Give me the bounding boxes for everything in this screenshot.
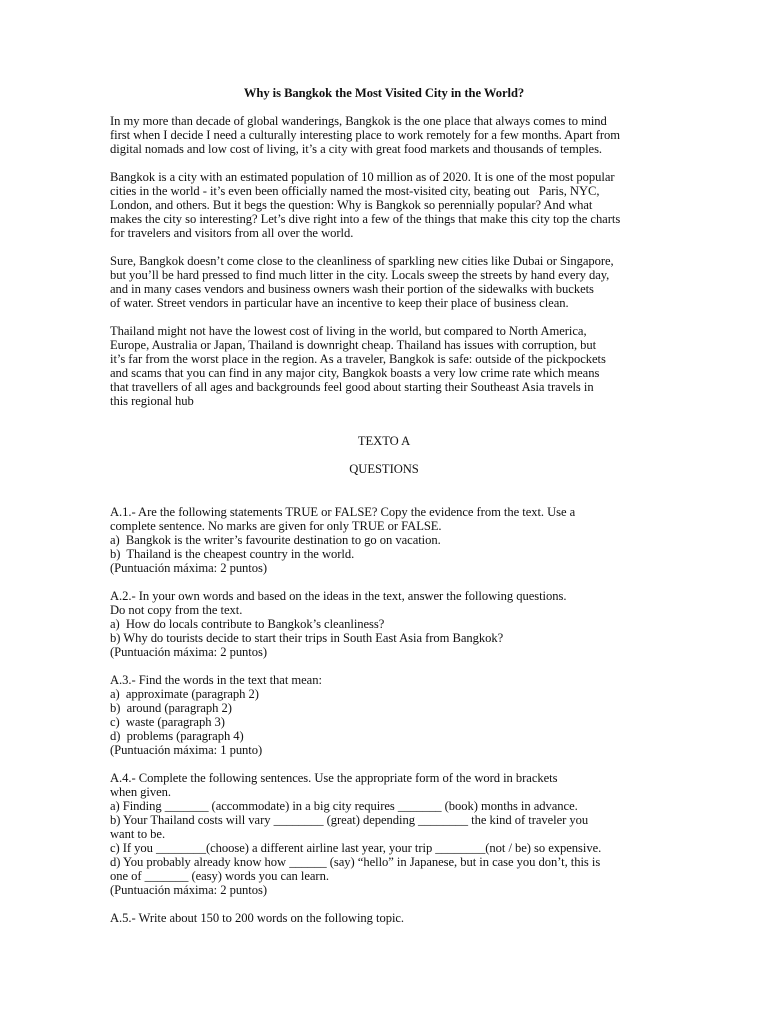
paragraph-line: it’s far from the worst place in the region. As a traveler, Bangkok is safe: outside of the pickpockets — [110, 352, 606, 366]
question-line: d) problems (paragraph 4) — [110, 729, 244, 743]
question-line: A.5.- Write about 150 to 200 words on the following topic. — [110, 911, 405, 925]
texto-heading: TEXTO A — [357, 434, 411, 448]
paragraph-line: London, and others. But it begs the question: Why is Bangkok so perennially popular? And what — [110, 198, 593, 212]
paragraph-line: of water. Street vendors in particular have an incentive to keep their place of business clean. — [110, 296, 569, 310]
paragraph-line: makes the city so interesting? Let’s dive right into a few of the things that make this city top the charts — [110, 212, 621, 226]
question-line: complete sentence. No marks are given for only TRUE or FALSE. — [110, 519, 442, 533]
paragraph-line: In my more than decade of global wanderings, Bangkok is the one place that always comes to mind — [110, 114, 607, 128]
question-line: (Puntuación máxima: 2 puntos) — [110, 645, 267, 659]
question-line: b) around (paragraph 2) — [110, 701, 232, 715]
question-line: b) Your Thailand costs will vary ________ (great) depending ________ the kind of traveler you — [110, 813, 589, 827]
paragraph-line: but you’ll be hard pressed to find much litter in the city. Locals sweep the streets by hand every day, — [110, 268, 610, 282]
paragraph-line: for travelers and visitors from all over the world. — [110, 226, 354, 240]
question-line: A.1.- Are the following statements TRUE or FALSE? Copy the evidence from the text. Use a — [110, 505, 576, 519]
document-title: Why is Bangkok the Most Visited City in the World? — [243, 86, 525, 100]
question-line: one of _______ (easy) words you can learn. — [110, 869, 329, 883]
question-line: when given. — [110, 785, 172, 799]
question-line: a) Finding _______ (accommodate) in a big city requires _______ (book) months in advance. — [110, 799, 578, 813]
question-line: b) Thailand is the cheapest country in the world. — [110, 547, 355, 561]
paragraph-line: digital nomads and low cost of living, it’s a city with great food markets and thousands of temples. — [110, 142, 603, 156]
question-line: want to be. — [110, 827, 166, 841]
question-line: A.3.- Find the words in the text that mean: — [110, 673, 322, 687]
paragraph-line: and scams that you can find in any major city, Bangkok boasts a very low crime rate which means — [110, 366, 600, 380]
paragraph-line: Bangkok is a city with an estimated population of 10 million as of 2020. It is one of the most popular — [110, 170, 615, 184]
question-line: b) Why do tourists decide to start their trips in South East Asia from Bangkok? — [110, 631, 504, 645]
question-line: Do not copy from the text. — [110, 603, 243, 617]
paragraph-line: first when I decide I need a culturally interesting place to work remotely for a few months. Apart from — [110, 128, 620, 142]
question-line: A.2.- In your own words and based on the ideas in the text, answer the following questions. — [110, 589, 567, 603]
paragraph-line: Thailand might not have the lowest cost of living in the world, but compared to North America, — [110, 324, 587, 338]
question-line: c) If you ________(choose) a different airline last year, your trip ________(not / be) so expensive. — [110, 841, 602, 855]
question-line: (Puntuación máxima: 2 puntos) — [110, 883, 267, 897]
question-line: d) You probably already know how ______ (say) “hello” in Japanese, but in case you don’t, this is — [110, 855, 601, 869]
question-line: a) Bangkok is the writer’s favourite destination to go on vacation. — [110, 533, 441, 547]
paragraph-line: this regional hub — [110, 394, 194, 408]
question-line: c) waste (paragraph 3) — [110, 715, 225, 729]
question-line: (Puntuación máxima: 1 punto) — [110, 743, 263, 757]
paragraph-line: that travellers of all ages and backgrounds feel good about starting their Southeast Asia travels in — [110, 380, 594, 394]
paragraph-line: and in many cases vendors and business owners wash their portion of the sidewalks with buckets — [110, 282, 594, 296]
questions-heading: QUESTIONS — [349, 462, 419, 476]
paragraph-line: Sure, Bangkok doesn’t come close to the cleanliness of sparkling new cities like Dubai or Singapore, — [110, 254, 614, 268]
paragraph-line: Europe, Australia or Japan, Thailand is downright cheap. Thailand has issues with corruption, but — [110, 338, 597, 352]
question-line: A.4.- Complete the following sentences. Use the appropriate form of the word in brackets — [110, 771, 558, 785]
question-line: a) approximate (paragraph 2) — [110, 687, 259, 701]
question-line: a) How do locals contribute to Bangkok’s cleanliness? — [110, 617, 385, 631]
question-line: (Puntuación máxima: 2 puntos) — [110, 561, 267, 575]
paragraph-line: cities in the world - it’s even been officially named the most-visited city, beating out Paris, NYC, — [110, 184, 600, 198]
